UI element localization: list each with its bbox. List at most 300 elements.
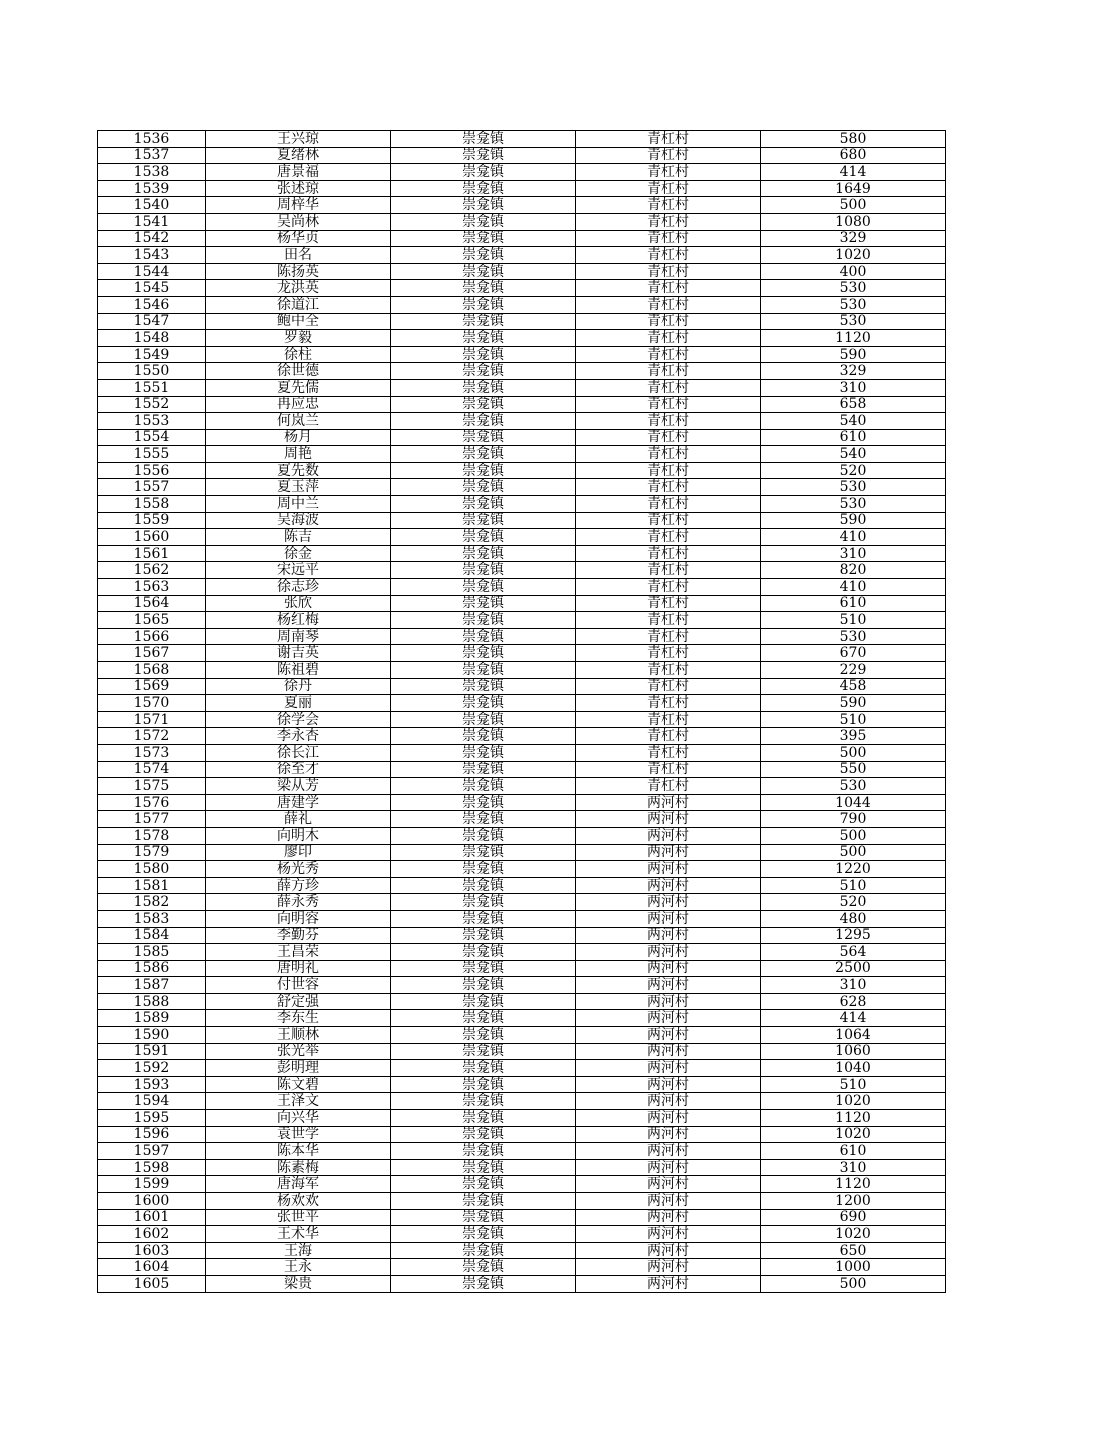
- row-number-cell: 1588: [98, 993, 206, 1010]
- row-number-cell: 1562: [98, 562, 206, 579]
- row-number-cell: 1575: [98, 778, 206, 795]
- row-number-cell: 1543: [98, 247, 206, 264]
- name-cell: 王永: [206, 1259, 391, 1276]
- row-number-cell: 1552: [98, 396, 206, 413]
- amount-cell: 580: [761, 131, 946, 148]
- row-number-cell: 1560: [98, 529, 206, 546]
- village-cell: 青杠村: [576, 346, 761, 363]
- row-number-cell: 1601: [98, 1209, 206, 1226]
- table-row: [98, 213, 946, 230]
- town-cell: 崇龛镇: [391, 164, 576, 181]
- amount-cell: 1120: [761, 1110, 946, 1127]
- village-cell: 两河村: [576, 1209, 761, 1226]
- village-cell: 两河村: [576, 1193, 761, 1210]
- row-number-cell: 1581: [98, 877, 206, 894]
- name-cell: 罗毅: [206, 330, 391, 347]
- table-row: [98, 330, 946, 347]
- name-cell: 徐长江: [206, 744, 391, 761]
- name-cell: 王泽文: [206, 1093, 391, 1110]
- town-cell: 崇龛镇: [391, 1259, 576, 1276]
- row-number-cell: 1564: [98, 595, 206, 612]
- name-cell: 徐金: [206, 545, 391, 562]
- village-cell: 两河村: [576, 993, 761, 1010]
- amount-cell: 1649: [761, 180, 946, 197]
- town-cell: 崇龛镇: [391, 695, 576, 712]
- row-number-cell: 1604: [98, 1259, 206, 1276]
- row-number-cell: 1540: [98, 197, 206, 214]
- town-cell: 崇龛镇: [391, 877, 576, 894]
- name-cell: 吴海波: [206, 512, 391, 529]
- row-number-cell: 1594: [98, 1093, 206, 1110]
- village-cell: 青杠村: [576, 296, 761, 313]
- village-cell: 青杠村: [576, 512, 761, 529]
- amount-cell: 1200: [761, 1193, 946, 1210]
- village-cell: 青杠村: [576, 131, 761, 148]
- amount-cell: 530: [761, 628, 946, 645]
- name-cell: 薛方珍: [206, 877, 391, 894]
- name-cell: 吴尚林: [206, 213, 391, 230]
- row-number-cell: 1561: [98, 545, 206, 562]
- town-cell: 崇龛镇: [391, 1226, 576, 1243]
- table-row: [98, 827, 946, 844]
- table-row: [98, 413, 946, 430]
- table-row: [98, 761, 946, 778]
- town-cell: 崇龛镇: [391, 844, 576, 861]
- amount-cell: 310: [761, 545, 946, 562]
- amount-cell: 540: [761, 413, 946, 430]
- table-row: [98, 562, 946, 579]
- row-number-cell: 1574: [98, 761, 206, 778]
- village-cell: 两河村: [576, 861, 761, 878]
- table-row: [98, 197, 946, 214]
- table-body: [98, 131, 946, 1293]
- table-row: [98, 1226, 946, 1243]
- amount-cell: 510: [761, 612, 946, 629]
- row-number-cell: 1539: [98, 180, 206, 197]
- amount-cell: 1020: [761, 1093, 946, 1110]
- row-number-cell: 1556: [98, 462, 206, 479]
- table-row: [98, 1176, 946, 1193]
- name-cell: 李东生: [206, 1010, 391, 1027]
- village-cell: 青杠村: [576, 280, 761, 297]
- town-cell: 崇龛镇: [391, 330, 576, 347]
- amount-cell: 1295: [761, 927, 946, 944]
- name-cell: 陈本华: [206, 1143, 391, 1160]
- town-cell: 崇龛镇: [391, 960, 576, 977]
- town-cell: 崇龛镇: [391, 1093, 576, 1110]
- table-row: [98, 346, 946, 363]
- village-cell: 青杠村: [576, 579, 761, 596]
- amount-cell: 510: [761, 711, 946, 728]
- name-cell: 廖印: [206, 844, 391, 861]
- town-cell: 崇龛镇: [391, 413, 576, 430]
- row-number-cell: 1582: [98, 894, 206, 911]
- town-cell: 崇龛镇: [391, 711, 576, 728]
- village-cell: 两河村: [576, 811, 761, 828]
- table-row: [98, 628, 946, 645]
- village-cell: 两河村: [576, 1242, 761, 1259]
- town-cell: 崇龛镇: [391, 1027, 576, 1044]
- village-cell: 青杠村: [576, 462, 761, 479]
- amount-cell: 1120: [761, 330, 946, 347]
- amount-cell: 590: [761, 695, 946, 712]
- amount-cell: 510: [761, 1076, 946, 1093]
- row-number-cell: 1568: [98, 662, 206, 679]
- amount-cell: 395: [761, 728, 946, 745]
- name-cell: 王顺林: [206, 1027, 391, 1044]
- amount-cell: 500: [761, 744, 946, 761]
- table-row: [98, 180, 946, 197]
- name-cell: 付世容: [206, 977, 391, 994]
- table-row: [98, 429, 946, 446]
- row-number-cell: 1603: [98, 1242, 206, 1259]
- village-cell: 青杠村: [576, 496, 761, 513]
- amount-cell: 510: [761, 877, 946, 894]
- village-cell: 青杠村: [576, 446, 761, 463]
- table-row: [98, 662, 946, 679]
- row-number-cell: 1586: [98, 960, 206, 977]
- name-cell: 李永杏: [206, 728, 391, 745]
- row-number-cell: 1585: [98, 944, 206, 961]
- name-cell: 周梓华: [206, 197, 391, 214]
- row-number-cell: 1597: [98, 1143, 206, 1160]
- name-cell: 李勤芬: [206, 927, 391, 944]
- name-cell: 杨光秀: [206, 861, 391, 878]
- name-cell: 彭明理: [206, 1060, 391, 1077]
- amount-cell: 1120: [761, 1176, 946, 1193]
- village-cell: 青杠村: [576, 230, 761, 247]
- amount-cell: 410: [761, 579, 946, 596]
- town-cell: 崇龛镇: [391, 545, 576, 562]
- town-cell: 崇龛镇: [391, 744, 576, 761]
- town-cell: 崇龛镇: [391, 1275, 576, 1292]
- amount-cell: 690: [761, 1209, 946, 1226]
- row-number-cell: 1598: [98, 1159, 206, 1176]
- table-row: [98, 579, 946, 596]
- amount-cell: 1020: [761, 247, 946, 264]
- village-cell: 青杠村: [576, 761, 761, 778]
- row-number-cell: 1599: [98, 1176, 206, 1193]
- table-row: [98, 1093, 946, 1110]
- table-row: [98, 164, 946, 181]
- row-number-cell: 1571: [98, 711, 206, 728]
- village-cell: 两河村: [576, 894, 761, 911]
- table-row: [98, 861, 946, 878]
- town-cell: 崇龛镇: [391, 778, 576, 795]
- table-row: [98, 479, 946, 496]
- row-number-cell: 1595: [98, 1110, 206, 1127]
- name-cell: 宋远平: [206, 562, 391, 579]
- amount-cell: 400: [761, 263, 946, 280]
- village-cell: 青杠村: [576, 396, 761, 413]
- table-row: [98, 960, 946, 977]
- village-cell: 青杠村: [576, 695, 761, 712]
- town-cell: 崇龛镇: [391, 861, 576, 878]
- name-cell: 徐柱: [206, 346, 391, 363]
- town-cell: 崇龛镇: [391, 1242, 576, 1259]
- town-cell: 崇龛镇: [391, 247, 576, 264]
- name-cell: 夏丽: [206, 695, 391, 712]
- name-cell: 梁贵: [206, 1275, 391, 1292]
- amount-cell: 329: [761, 363, 946, 380]
- name-cell: 杨欢欢: [206, 1193, 391, 1210]
- name-cell: 薛永秀: [206, 894, 391, 911]
- table-row: [98, 1076, 946, 1093]
- town-cell: 崇龛镇: [391, 1043, 576, 1060]
- table-row: [98, 728, 946, 745]
- amount-cell: 1080: [761, 213, 946, 230]
- village-cell: 青杠村: [576, 662, 761, 679]
- village-cell: 青杠村: [576, 545, 761, 562]
- village-cell: 青杠村: [576, 330, 761, 347]
- table-row: [98, 545, 946, 562]
- name-cell: 袁世学: [206, 1126, 391, 1143]
- row-number-cell: 1605: [98, 1275, 206, 1292]
- amount-cell: 2500: [761, 960, 946, 977]
- town-cell: 崇龛镇: [391, 562, 576, 579]
- amount-cell: 414: [761, 164, 946, 181]
- name-cell: 王兴琼: [206, 131, 391, 148]
- village-cell: 青杠村: [576, 595, 761, 612]
- row-number-cell: 1537: [98, 147, 206, 164]
- row-number-cell: 1541: [98, 213, 206, 230]
- amount-cell: 530: [761, 778, 946, 795]
- row-number-cell: 1542: [98, 230, 206, 247]
- table-row: [98, 462, 946, 479]
- table-row: [98, 711, 946, 728]
- table-row: [98, 296, 946, 313]
- row-number-cell: 1538: [98, 164, 206, 181]
- table-row: [98, 695, 946, 712]
- table-row: [98, 844, 946, 861]
- amount-cell: 1040: [761, 1060, 946, 1077]
- amount-cell: 650: [761, 1242, 946, 1259]
- amount-cell: 628: [761, 993, 946, 1010]
- name-cell: 鲍中全: [206, 313, 391, 330]
- amount-cell: 658: [761, 396, 946, 413]
- row-number-cell: 1596: [98, 1126, 206, 1143]
- name-cell: 徐道江: [206, 296, 391, 313]
- village-cell: 青杠村: [576, 479, 761, 496]
- row-number-cell: 1569: [98, 678, 206, 695]
- amount-cell: 530: [761, 496, 946, 513]
- village-cell: 两河村: [576, 1275, 761, 1292]
- table-row: [98, 1242, 946, 1259]
- village-cell: 两河村: [576, 877, 761, 894]
- table-row: [98, 944, 946, 961]
- name-cell: 梁从芳: [206, 778, 391, 795]
- town-cell: 崇龛镇: [391, 728, 576, 745]
- row-number-cell: 1558: [98, 496, 206, 513]
- town-cell: 崇龛镇: [391, 761, 576, 778]
- row-number-cell: 1546: [98, 296, 206, 313]
- table-row: [98, 910, 946, 927]
- table-row: [98, 645, 946, 662]
- village-cell: 两河村: [576, 1060, 761, 1077]
- name-cell: 陈素梅: [206, 1159, 391, 1176]
- table-row: [98, 877, 946, 894]
- row-number-cell: 1570: [98, 695, 206, 712]
- name-cell: 唐建学: [206, 794, 391, 811]
- village-cell: 两河村: [576, 1043, 761, 1060]
- amount-cell: 1020: [761, 1226, 946, 1243]
- amount-cell: 329: [761, 230, 946, 247]
- table-row: [98, 363, 946, 380]
- amount-cell: 520: [761, 894, 946, 911]
- amount-cell: 500: [761, 1275, 946, 1292]
- village-cell: 两河村: [576, 1176, 761, 1193]
- village-cell: 两河村: [576, 1143, 761, 1160]
- name-cell: 杨红梅: [206, 612, 391, 629]
- table-row: [98, 1209, 946, 1226]
- row-number-cell: 1544: [98, 263, 206, 280]
- town-cell: 崇龛镇: [391, 1159, 576, 1176]
- village-cell: 两河村: [576, 1226, 761, 1243]
- name-cell: 杨月: [206, 429, 391, 446]
- amount-cell: 500: [761, 844, 946, 861]
- table-row: [98, 744, 946, 761]
- amount-cell: 1000: [761, 1259, 946, 1276]
- table-row: [98, 247, 946, 264]
- village-cell: 两河村: [576, 1010, 761, 1027]
- town-cell: 崇龛镇: [391, 263, 576, 280]
- table-row: [98, 811, 946, 828]
- town-cell: 崇龛镇: [391, 628, 576, 645]
- town-cell: 崇龛镇: [391, 479, 576, 496]
- village-cell: 两河村: [576, 827, 761, 844]
- town-cell: 崇龛镇: [391, 1126, 576, 1143]
- amount-cell: 590: [761, 346, 946, 363]
- amount-cell: 500: [761, 827, 946, 844]
- name-cell: 夏玉萍: [206, 479, 391, 496]
- town-cell: 崇龛镇: [391, 1110, 576, 1127]
- table-row: [98, 263, 946, 280]
- village-cell: 两河村: [576, 1259, 761, 1276]
- village-cell: 两河村: [576, 1126, 761, 1143]
- table-row: [98, 379, 946, 396]
- village-cell: 青杠村: [576, 313, 761, 330]
- row-number-cell: 1602: [98, 1226, 206, 1243]
- table-row: [98, 1010, 946, 1027]
- town-cell: 崇龛镇: [391, 579, 576, 596]
- name-cell: 田名: [206, 247, 391, 264]
- name-cell: 徐至才: [206, 761, 391, 778]
- row-number-cell: 1554: [98, 429, 206, 446]
- row-number-cell: 1555: [98, 446, 206, 463]
- amount-cell: 530: [761, 296, 946, 313]
- table-row: [98, 612, 946, 629]
- town-cell: 崇龛镇: [391, 197, 576, 214]
- town-cell: 崇龛镇: [391, 230, 576, 247]
- village-cell: 青杠村: [576, 711, 761, 728]
- row-number-cell: 1584: [98, 927, 206, 944]
- amount-cell: 229: [761, 662, 946, 679]
- village-cell: 青杠村: [576, 744, 761, 761]
- row-number-cell: 1589: [98, 1010, 206, 1027]
- name-cell: 王昌荣: [206, 944, 391, 961]
- amount-cell: 820: [761, 562, 946, 579]
- table-row: [98, 595, 946, 612]
- row-number-cell: 1550: [98, 363, 206, 380]
- amount-cell: 610: [761, 429, 946, 446]
- name-cell: 王海: [206, 1242, 391, 1259]
- table-row: [98, 1027, 946, 1044]
- town-cell: 崇龛镇: [391, 645, 576, 662]
- table-row: [98, 1110, 946, 1127]
- table-row: [98, 794, 946, 811]
- town-cell: 崇龛镇: [391, 313, 576, 330]
- village-cell: 青杠村: [576, 379, 761, 396]
- town-cell: 崇龛镇: [391, 894, 576, 911]
- name-cell: 周中兰: [206, 496, 391, 513]
- village-cell: 青杠村: [576, 363, 761, 380]
- name-cell: 张光举: [206, 1043, 391, 1060]
- amount-cell: 310: [761, 1159, 946, 1176]
- village-cell: 青杠村: [576, 263, 761, 280]
- village-cell: 两河村: [576, 1110, 761, 1127]
- town-cell: 崇龛镇: [391, 977, 576, 994]
- village-cell: 青杠村: [576, 164, 761, 181]
- row-number-cell: 1580: [98, 861, 206, 878]
- town-cell: 崇龛镇: [391, 1193, 576, 1210]
- amount-cell: 310: [761, 379, 946, 396]
- amount-cell: 530: [761, 479, 946, 496]
- village-cell: 两河村: [576, 794, 761, 811]
- town-cell: 崇龛镇: [391, 811, 576, 828]
- table-row: [98, 446, 946, 463]
- row-number-cell: 1548: [98, 330, 206, 347]
- name-cell: 向兴华: [206, 1110, 391, 1127]
- town-cell: 崇龛镇: [391, 529, 576, 546]
- village-cell: 青杠村: [576, 413, 761, 430]
- amount-cell: 410: [761, 529, 946, 546]
- table-row: [98, 512, 946, 529]
- row-number-cell: 1567: [98, 645, 206, 662]
- town-cell: 崇龛镇: [391, 462, 576, 479]
- row-number-cell: 1565: [98, 612, 206, 629]
- village-cell: 青杠村: [576, 678, 761, 695]
- amount-cell: 540: [761, 446, 946, 463]
- town-cell: 崇龛镇: [391, 993, 576, 1010]
- name-cell: 张述琼: [206, 180, 391, 197]
- table-row: [98, 1060, 946, 1077]
- village-cell: 两河村: [576, 844, 761, 861]
- village-cell: 青杠村: [576, 529, 761, 546]
- row-number-cell: 1593: [98, 1076, 206, 1093]
- row-number-cell: 1573: [98, 744, 206, 761]
- town-cell: 崇龛镇: [391, 1176, 576, 1193]
- name-cell: 龙洪英: [206, 280, 391, 297]
- town-cell: 崇龛镇: [391, 1143, 576, 1160]
- amount-cell: 500: [761, 197, 946, 214]
- town-cell: 崇龛镇: [391, 379, 576, 396]
- town-cell: 崇龛镇: [391, 363, 576, 380]
- amount-cell: 790: [761, 811, 946, 828]
- amount-cell: 480: [761, 910, 946, 927]
- name-cell: 舒定强: [206, 993, 391, 1010]
- village-cell: 青杠村: [576, 562, 761, 579]
- town-cell: 崇龛镇: [391, 296, 576, 313]
- village-cell: 青杠村: [576, 728, 761, 745]
- village-cell: 两河村: [576, 910, 761, 927]
- village-cell: 青杠村: [576, 213, 761, 230]
- name-cell: 张世平: [206, 1209, 391, 1226]
- town-cell: 崇龛镇: [391, 612, 576, 629]
- town-cell: 崇龛镇: [391, 346, 576, 363]
- row-number-cell: 1600: [98, 1193, 206, 1210]
- village-cell: 两河村: [576, 1093, 761, 1110]
- amount-cell: 530: [761, 280, 946, 297]
